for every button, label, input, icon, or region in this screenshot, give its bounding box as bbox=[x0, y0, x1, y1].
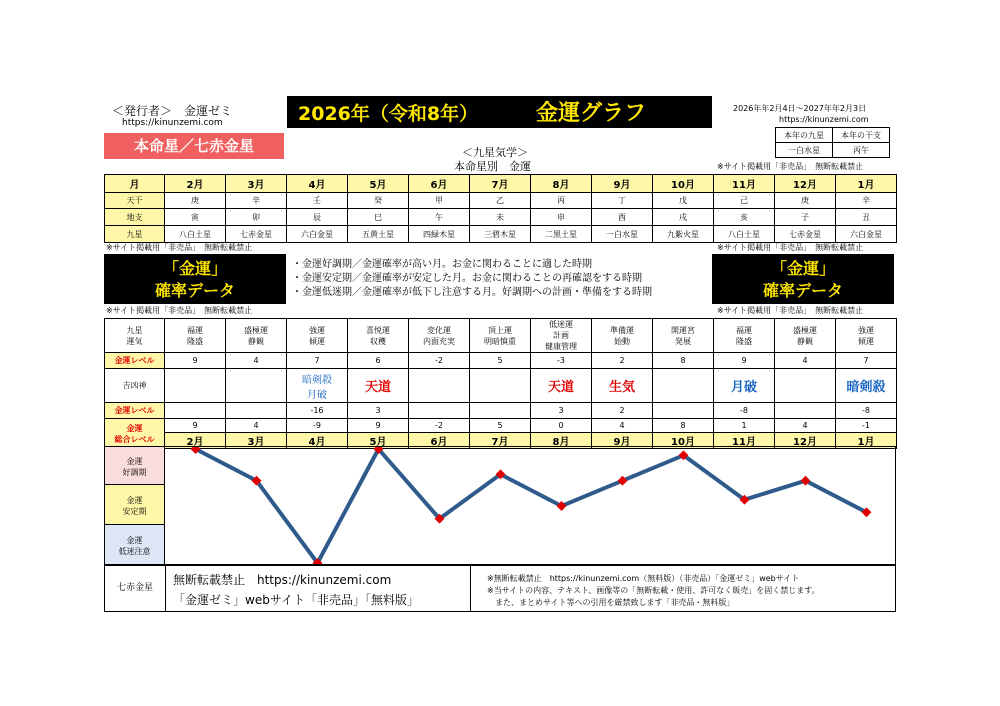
month-cell: 12月 bbox=[775, 175, 836, 193]
kyusei-cell: 五黄土星 bbox=[348, 226, 409, 243]
kikkyo-cell: 天道 bbox=[531, 369, 592, 403]
chishi-cell: 午 bbox=[409, 209, 470, 226]
fortune-line-chart bbox=[165, 447, 895, 565]
level2-row bbox=[105, 403, 897, 419]
year-title: 2026年（令和8年） bbox=[298, 103, 479, 125]
unki-cell bbox=[226, 319, 287, 353]
kyusei-row bbox=[105, 226, 897, 243]
kikkyo-cell bbox=[470, 369, 531, 403]
tenkan-cell: 辛 bbox=[226, 193, 287, 209]
footer-right-line2: ※当サイトの内容、テキスト、画像等の「無断転載・使用、許可なく販売」を固く禁じます。 bbox=[487, 586, 820, 595]
zone-stable-label bbox=[105, 485, 165, 525]
kyusei-cell: 三碧木星 bbox=[470, 226, 531, 243]
month-cell: 11月 bbox=[714, 433, 775, 449]
month-cell: 8月 bbox=[531, 175, 592, 193]
probability-banner-left bbox=[104, 254, 286, 304]
notice: ※サイト掲載用「非売品」 無断転載禁止 bbox=[717, 306, 864, 315]
total-cell: 4 bbox=[592, 419, 653, 433]
unki-line: 強運 bbox=[858, 325, 874, 335]
chishi-cell: 子 bbox=[775, 209, 836, 226]
legend-good: ・金運好調期／金運確率が高い月。お金に関わることに適した時期 bbox=[292, 259, 592, 270]
footer-divider bbox=[470, 565, 471, 611]
chishi-cell: 丑 bbox=[836, 209, 897, 226]
zone-low-label bbox=[105, 525, 165, 565]
unki-line: 開運宮 bbox=[671, 325, 695, 335]
zone-label-line: 好調期 bbox=[122, 468, 147, 477]
month-cell: 2月 bbox=[165, 175, 226, 193]
chishi-cell: 未 bbox=[470, 209, 531, 226]
total-cell: 9 bbox=[165, 419, 226, 433]
kyusei-cell: 四緑木星 bbox=[409, 226, 470, 243]
kikkyo-cell: 暗剣殺 bbox=[836, 369, 897, 403]
total-cell: -2 bbox=[409, 419, 470, 433]
row-label: 吉凶神 bbox=[105, 369, 165, 403]
chishi-cell: 亥 bbox=[714, 209, 775, 226]
total-cell: -1 bbox=[836, 419, 897, 433]
unki-line: 盛極運 bbox=[244, 325, 268, 335]
level2-cell bbox=[165, 403, 226, 419]
month-cell: 4月 bbox=[287, 175, 348, 193]
row-label: 地支 bbox=[105, 209, 165, 226]
fortune-table bbox=[104, 318, 897, 449]
level-cell: 4 bbox=[226, 353, 287, 369]
chishi-cell: 申 bbox=[531, 209, 592, 226]
month-cell: 3月 bbox=[226, 175, 287, 193]
month-cell: 1月 bbox=[836, 175, 897, 193]
label-line: 運気 bbox=[126, 336, 143, 346]
year-eto-header: 本年の干支 bbox=[833, 128, 890, 143]
unki-line: 傾運 bbox=[309, 336, 325, 346]
level-cell: -3 bbox=[531, 353, 592, 369]
unki-line: 福運 bbox=[187, 325, 203, 335]
period: 2026年年2月4日～2027年年2月3日 bbox=[733, 104, 867, 113]
kyusei-cell: 八白土星 bbox=[714, 226, 775, 243]
level-cell: 9 bbox=[165, 353, 226, 369]
month-cell: 2月 bbox=[165, 433, 226, 449]
banner-line1: 「金運」 bbox=[770, 259, 835, 278]
month-row bbox=[105, 175, 897, 193]
level2-cell: 2 bbox=[592, 403, 653, 419]
level-row bbox=[105, 353, 897, 369]
unki-line: 傾運 bbox=[858, 336, 874, 346]
unki-line: 福運 bbox=[736, 325, 752, 335]
unki-cell bbox=[348, 319, 409, 353]
level-cell: 2 bbox=[592, 353, 653, 369]
footer-star: 七赤金星 bbox=[105, 565, 166, 611]
unki-cell bbox=[531, 319, 592, 353]
footer-left-line1: 無断転載禁止 https://kinunzemi.com bbox=[173, 573, 392, 587]
unki-row bbox=[105, 319, 897, 353]
row-label bbox=[105, 319, 165, 353]
publisher-url: https://kinunzemi.com bbox=[122, 118, 223, 128]
month-cell: 6月 bbox=[409, 433, 470, 449]
tenkan-cell: 癸 bbox=[348, 193, 409, 209]
kikkyo-row bbox=[105, 369, 897, 403]
total-cell: 8 bbox=[653, 419, 714, 433]
notice: ※サイト掲載用「非売品」 無断転載禁止 bbox=[717, 162, 864, 171]
level-cell: 5 bbox=[470, 353, 531, 369]
tenkan-cell: 壬 bbox=[287, 193, 348, 209]
unki-line: 明暗慎重 bbox=[484, 336, 516, 346]
tenkan-cell: 乙 bbox=[470, 193, 531, 209]
month-cell: 4月 bbox=[287, 433, 348, 449]
label-line: 金運 bbox=[126, 423, 143, 433]
row-label: 天干 bbox=[105, 193, 165, 209]
unki-cell bbox=[775, 319, 836, 353]
kikkyo-cell bbox=[165, 369, 226, 403]
level2-cell: -8 bbox=[836, 403, 897, 419]
chishi-cell: 卯 bbox=[226, 209, 287, 226]
month-cell: 5月 bbox=[348, 433, 409, 449]
level2-cell: -16 bbox=[287, 403, 348, 419]
subtitle-kyusei: ＜九星気学＞ bbox=[462, 146, 528, 159]
unki-line: 内面充実 bbox=[423, 336, 455, 346]
month-cell: 9月 bbox=[592, 433, 653, 449]
level-cell: -2 bbox=[409, 353, 470, 369]
publisher: ＜発行者＞ 金運ゼミ bbox=[112, 104, 233, 118]
main-title: 金運グラフ bbox=[536, 101, 647, 126]
kikkyo-cell bbox=[226, 369, 287, 403]
banner-line2: 確率データ bbox=[762, 281, 843, 300]
tenkan-cell: 辛 bbox=[836, 193, 897, 209]
level-cell: 8 bbox=[653, 353, 714, 369]
level2-cell: -8 bbox=[714, 403, 775, 419]
month-cell: 12月 bbox=[775, 433, 836, 449]
unki-line: 盛極運 bbox=[793, 325, 817, 335]
month-cell: 1月 bbox=[836, 433, 897, 449]
kyusei-cell: 二黒土星 bbox=[531, 226, 592, 243]
chishi-cell: 酉 bbox=[592, 209, 653, 226]
level-cell: 7 bbox=[836, 353, 897, 369]
unki-line: 計画 bbox=[553, 331, 569, 340]
year-star-value: 一白水星 bbox=[776, 143, 833, 158]
kyusei-cell: 七赤金星 bbox=[775, 226, 836, 243]
unki-cell bbox=[409, 319, 470, 353]
chishi-cell: 寅 bbox=[165, 209, 226, 226]
banner-line1: 「金運」 bbox=[162, 259, 227, 278]
month-cell: 3月 bbox=[226, 433, 287, 449]
total-cell: -9 bbox=[287, 419, 348, 433]
kyusei-cell: 八白土星 bbox=[165, 226, 226, 243]
footer bbox=[104, 564, 896, 612]
row-label: 金運レベル bbox=[105, 353, 165, 369]
kikkyo-cell: 生気 bbox=[592, 369, 653, 403]
kikkyo-text: 暗剣殺 bbox=[302, 374, 332, 386]
unki-cell bbox=[714, 319, 775, 353]
month-cell: 5月 bbox=[348, 175, 409, 193]
unki-line: 頂上運 bbox=[488, 325, 512, 335]
month-cell: 11月 bbox=[714, 175, 775, 193]
tenkan-cell: 丁 bbox=[592, 193, 653, 209]
subtitle-honmei: 本命星別 金運 bbox=[454, 160, 531, 173]
chishi-cell: 辰 bbox=[287, 209, 348, 226]
probability-banner-right bbox=[712, 254, 894, 304]
footer-left-line2: 「金運ゼミ」webサイト「非売品」「無料版」 bbox=[173, 593, 419, 607]
level-cell: 6 bbox=[348, 353, 409, 369]
kikkyo-text: 月破 bbox=[307, 389, 327, 401]
unki-line: 低迷運 bbox=[549, 320, 573, 329]
unki-cell bbox=[470, 319, 531, 353]
chishi-cell: 戌 bbox=[653, 209, 714, 226]
unki-line: 隆盛 bbox=[736, 336, 752, 346]
total-cell: 4 bbox=[226, 419, 287, 433]
total-cell: 4 bbox=[775, 419, 836, 433]
label-line: 総合レベル bbox=[114, 434, 155, 444]
level-cell: 7 bbox=[287, 353, 348, 369]
level2-cell bbox=[470, 403, 531, 419]
zone-label-line: 金運 bbox=[126, 496, 143, 505]
total-cell: 5 bbox=[470, 419, 531, 433]
kikkyo-cell bbox=[653, 369, 714, 403]
total-cell: 1 bbox=[714, 419, 775, 433]
tenkan-cell: 丙 bbox=[531, 193, 592, 209]
tenkan-cell: 甲 bbox=[409, 193, 470, 209]
unki-line: 静観 bbox=[248, 336, 264, 346]
unki-cell bbox=[592, 319, 653, 353]
kikkyo-cell bbox=[409, 369, 470, 403]
unki-cell bbox=[653, 319, 714, 353]
tenkan-cell: 戊 bbox=[653, 193, 714, 209]
kikkyo-cell bbox=[775, 369, 836, 403]
row-label bbox=[105, 419, 165, 449]
month-cell: 7月 bbox=[470, 175, 531, 193]
kyusei-cell: 六白金星 bbox=[287, 226, 348, 243]
row-label: 金運レベル bbox=[105, 403, 165, 419]
unki-line: 発展 bbox=[675, 336, 691, 346]
month-cell: 10月 bbox=[653, 433, 714, 449]
month-cell: 9月 bbox=[592, 175, 653, 193]
tenkan-cell: 庚 bbox=[165, 193, 226, 209]
notice: ※サイト掲載用「非売品」 無断転載禁止 bbox=[717, 243, 864, 252]
total-cell: 9 bbox=[348, 419, 409, 433]
level2-cell bbox=[653, 403, 714, 419]
footer-right-line3: また、まとめサイト等への引用を厳禁致します「非売品・無料版」 bbox=[487, 598, 735, 607]
unki-line: 始動 bbox=[614, 336, 630, 346]
tenkan-cell: 庚 bbox=[775, 193, 836, 209]
row-label: 月 bbox=[105, 175, 165, 193]
chishi-row bbox=[105, 209, 897, 226]
kyusei-cell: 七赤金星 bbox=[226, 226, 287, 243]
unki-cell bbox=[165, 319, 226, 353]
month-cell: 7月 bbox=[470, 433, 531, 449]
honmei-badge: 本命星／七赤金星 bbox=[104, 133, 284, 159]
zone-label-line: 低迷注意 bbox=[118, 547, 151, 556]
level2-cell: 3 bbox=[531, 403, 592, 419]
chart-area bbox=[104, 446, 896, 566]
calendar-table bbox=[104, 174, 897, 243]
level2-cell: 3 bbox=[348, 403, 409, 419]
level2-cell bbox=[775, 403, 836, 419]
kyusei-cell: 九紫火星 bbox=[653, 226, 714, 243]
kyusei-cell: 六白金星 bbox=[836, 226, 897, 243]
month-cell: 6月 bbox=[409, 175, 470, 193]
unki-line: 静観 bbox=[797, 336, 813, 346]
banner-line2: 確率データ bbox=[154, 281, 235, 300]
zone-label-line: 安定期 bbox=[122, 507, 147, 516]
label-line: 九星 bbox=[126, 325, 143, 335]
notice: ※サイト掲載用「非売品」 無断転載禁止 bbox=[106, 243, 253, 252]
unki-line: 喜悦運 bbox=[366, 325, 390, 335]
year-eto-value: 丙午 bbox=[833, 143, 890, 158]
unki-cell bbox=[287, 319, 348, 353]
level2-cell bbox=[409, 403, 470, 419]
zone-label-line: 金運 bbox=[126, 457, 143, 466]
year-info-table bbox=[775, 127, 890, 158]
footer-right-line1: ※無断転載禁止 https://kinunzemi.com（無料版）（非売品）「金運ゼミ」webサイト bbox=[487, 574, 800, 583]
month-cell: 8月 bbox=[531, 433, 592, 449]
kyusei-cell: 一白水星 bbox=[592, 226, 653, 243]
zone-label-line: 金運 bbox=[126, 536, 143, 545]
unki-line: 強運 bbox=[309, 325, 325, 335]
total-row bbox=[105, 419, 897, 433]
row-label: 九星 bbox=[105, 226, 165, 243]
unki-line: 健康管理 bbox=[545, 342, 577, 351]
unki-cell bbox=[836, 319, 897, 353]
total-cell: 0 bbox=[531, 419, 592, 433]
level-cell: 4 bbox=[775, 353, 836, 369]
notice: ※サイト掲載用「非売品」 無断転載禁止 bbox=[106, 306, 253, 315]
tenkan-row bbox=[105, 193, 897, 209]
zone-good-label bbox=[105, 447, 165, 485]
month-cell: 10月 bbox=[653, 175, 714, 193]
tenkan-cell: 己 bbox=[714, 193, 775, 209]
fortune-series-line bbox=[196, 449, 867, 563]
legend bbox=[292, 258, 652, 300]
unki-line: 収穫 bbox=[370, 336, 386, 346]
kikkyo-cell: 天道 bbox=[348, 369, 409, 403]
period-url: https://kinunzemi.com bbox=[779, 115, 869, 124]
unki-line: 変化運 bbox=[427, 325, 451, 335]
legend-low: ・金運低迷期／金運確率が低下し注意する月。好調期への計画・準備をする時期 bbox=[292, 287, 652, 298]
year-star-header: 本年の九星 bbox=[776, 128, 833, 143]
kikkyo-cell: 月破 bbox=[714, 369, 775, 403]
chishi-cell: 巳 bbox=[348, 209, 409, 226]
level2-cell bbox=[226, 403, 287, 419]
unki-line: 準備運 bbox=[610, 325, 634, 335]
unki-line: 隆盛 bbox=[187, 336, 203, 346]
kikkyo-cell bbox=[287, 369, 348, 403]
legend-stable: ・金運安定期／金運確率が安定した月。お金に関わることの再確認をする時期 bbox=[292, 273, 642, 284]
level-cell: 9 bbox=[714, 353, 775, 369]
